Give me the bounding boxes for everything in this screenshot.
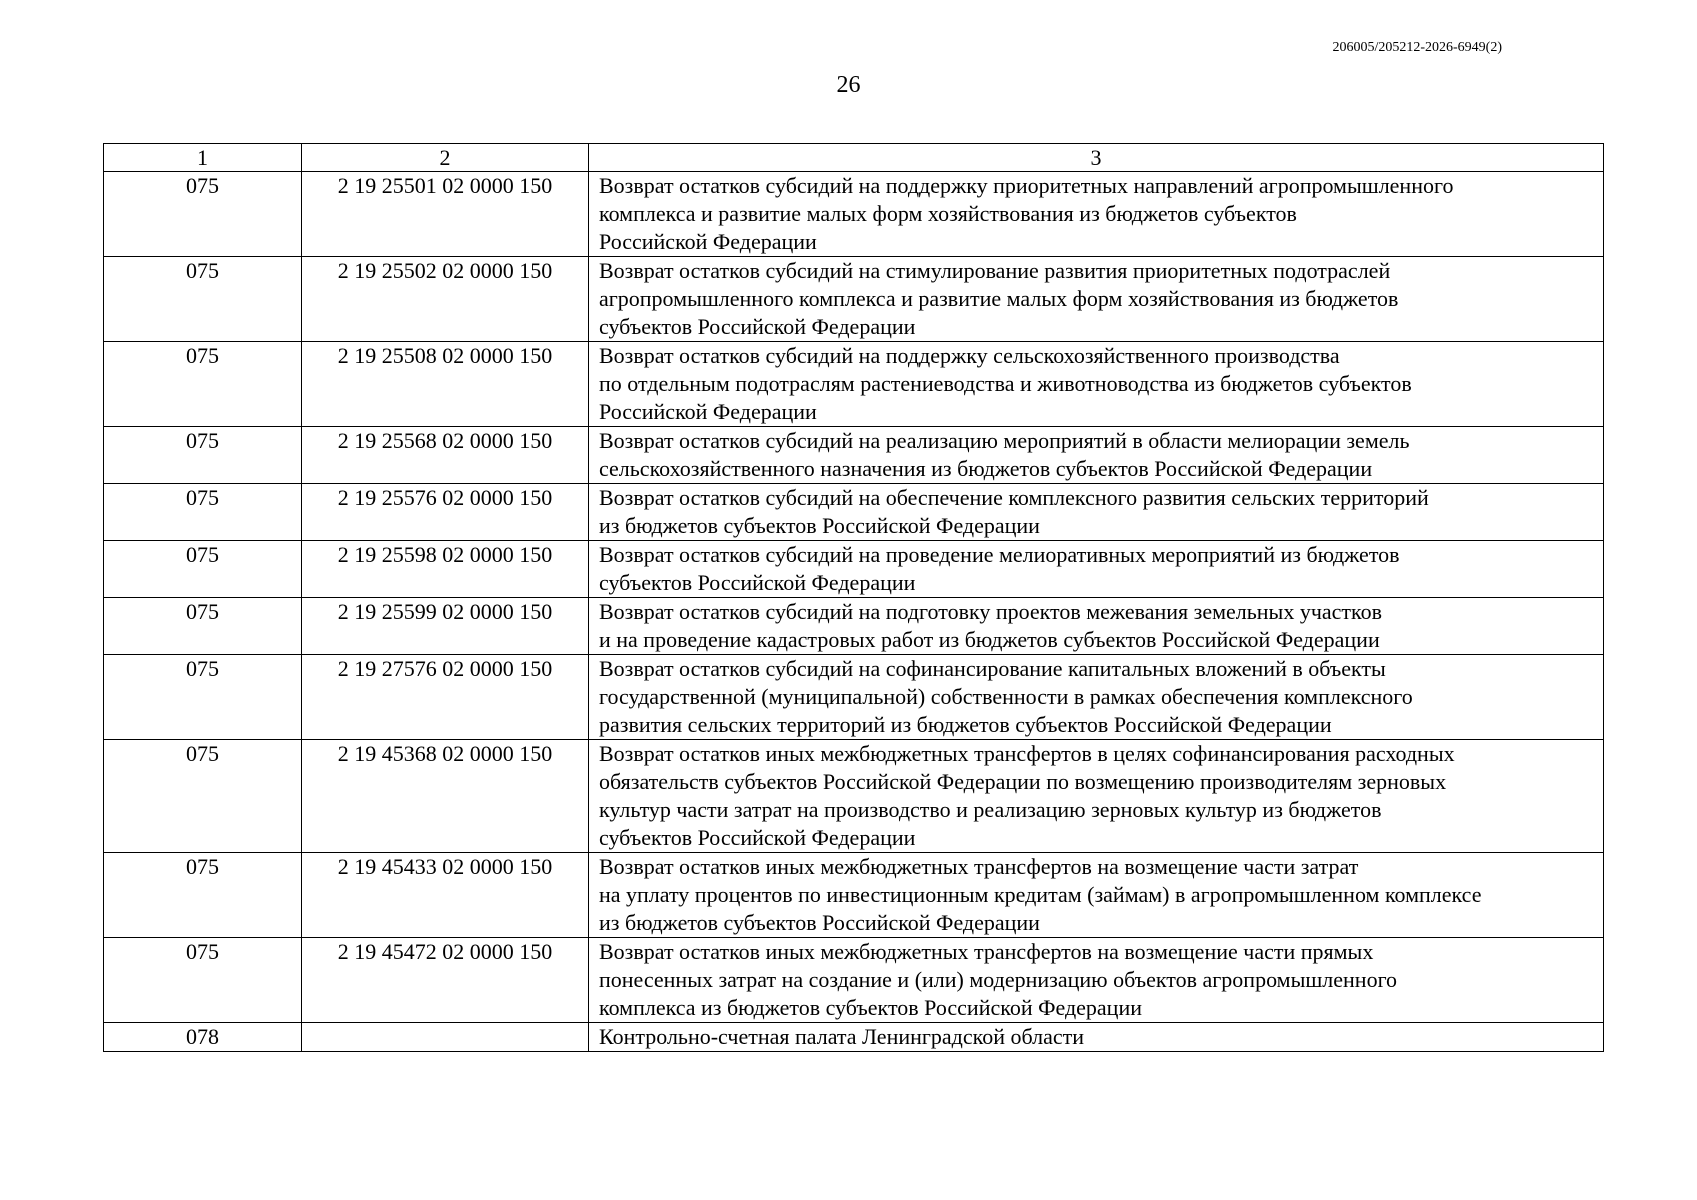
admin-code-cell: 075 [104, 427, 302, 484]
table-row [104, 853, 1604, 938]
table-row [104, 541, 1604, 598]
description-line: комплекса и развитие малых форм хозяйствования из бюджетов субъектов [599, 201, 1297, 226]
admin-code-cell: 075 [104, 938, 302, 1023]
admin-code-cell: 075 [104, 853, 302, 938]
description-line: понесенных затрат на создание и (или) модернизацию объектов агропромышленного [599, 967, 1398, 992]
description-line: Контрольно-счетная палата Ленинградской области [599, 1024, 1085, 1049]
table-row [104, 740, 1604, 853]
description-line: агропромышленного комплекса и развитие малых форм хозяйствования из бюджетов [599, 286, 1399, 311]
description-line: из бюджетов субъектов Российской Федерации [599, 910, 1040, 935]
admin-code-cell: 078 [104, 1023, 302, 1052]
admin-code-cell: 075 [104, 172, 302, 257]
table-row [104, 598, 1604, 655]
budget-code-cell: 2 19 25501 02 0000 150 [302, 172, 589, 257]
budget-code-cell [302, 1023, 589, 1052]
description-cell [589, 1023, 1604, 1052]
description-line: по отдельным подотраслям растениеводства и животноводства из бюджетов субъектов [599, 371, 1412, 396]
budget-code-cell: 2 19 25599 02 0000 150 [302, 598, 589, 655]
description-cell [589, 172, 1604, 257]
description-line: Возврат остатков субсидий на поддержку приоритетных направлений агропромышленного [599, 173, 1454, 198]
description-line: культур части затрат на производство и реализацию зерновых культур из бюджетов [599, 797, 1382, 822]
description-cell [589, 740, 1604, 853]
description-line: развития сельских территорий из бюджетов субъектов Российской Федерации [599, 712, 1332, 737]
admin-code-cell: 075 [104, 484, 302, 541]
description-line: Возврат остатков субсидий на подготовку проектов межевания земельных участков [599, 599, 1383, 624]
budget-code-cell: 2 19 45472 02 0000 150 [302, 938, 589, 1023]
table-row [104, 484, 1604, 541]
table-row [104, 938, 1604, 1023]
table-row [104, 1023, 1604, 1052]
description-line: Возврат остатков иных межбюджетных трансфертов в целях софинансирования расходных [599, 741, 1455, 766]
description-line: Возврат остатков субсидий на проведение мелиоративных мероприятий из бюджетов [599, 542, 1400, 567]
description-line: на уплату процентов по инвестиционным кредитам (займам) в агропромышленном комплексе [599, 882, 1482, 907]
admin-code-cell: 075 [104, 655, 302, 740]
column-header-1: 1 [104, 144, 302, 172]
description-cell [589, 257, 1604, 342]
column-number-row [104, 144, 1604, 172]
description-cell [589, 655, 1604, 740]
table-row [104, 427, 1604, 484]
description-cell [589, 342, 1604, 427]
description-cell [589, 541, 1604, 598]
budget-code-cell: 2 19 27576 02 0000 150 [302, 655, 589, 740]
page-number: 26 [836, 72, 861, 98]
description-line: и на проведение кадастровых работ из бюджетов субъектов Российской Федерации [599, 627, 1380, 652]
table-row [104, 172, 1604, 257]
budget-code-cell: 2 19 25576 02 0000 150 [302, 484, 589, 541]
description-cell [589, 598, 1604, 655]
budget-code-cell: 2 19 25568 02 0000 150 [302, 427, 589, 484]
description-line: комплекса из бюджетов субъектов Российской Федерации [599, 995, 1142, 1020]
budget-codes-table [103, 143, 1604, 1052]
description-line: обязательств субъектов Российской Федерации по возмещению производителям зерновых [599, 769, 1447, 794]
budget-code-cell: 2 19 45368 02 0000 150 [302, 740, 589, 853]
table-row [104, 655, 1604, 740]
budget-code-cell: 2 19 45433 02 0000 150 [302, 853, 589, 938]
admin-code-cell: 075 [104, 598, 302, 655]
description-line: Возврат остатков иных межбюджетных трансфертов на возмещение части затрат [599, 854, 1359, 879]
column-header-2: 2 [302, 144, 589, 172]
description-cell [589, 427, 1604, 484]
description-line: Возврат остатков иных межбюджетных трансфертов на возмещение части прямых [599, 939, 1374, 964]
description-line: субъектов Российской Федерации [599, 314, 916, 339]
description-cell [589, 938, 1604, 1023]
description-line: из бюджетов субъектов Российской Федерации [599, 513, 1040, 538]
table-row [104, 342, 1604, 427]
admin-code-cell: 075 [104, 342, 302, 427]
admin-code-cell: 075 [104, 740, 302, 853]
description-cell [589, 853, 1604, 938]
description-line: Российской Федерации [599, 229, 817, 254]
budget-code-cell: 2 19 25508 02 0000 150 [302, 342, 589, 427]
column-header-3: 3 [589, 144, 1604, 172]
description-line: сельскохозяйственного назначения из бюджетов субъектов Российской Федерации [599, 456, 1373, 481]
description-line: Возврат остатков субсидий на обеспечение комплексного развития сельских территорий [599, 485, 1429, 510]
description-line: Возврат остатков субсидий на реализацию мероприятий в области мелиорации земель [599, 428, 1410, 453]
description-cell [589, 484, 1604, 541]
description-line: Возврат остатков субсидий на софинансирование капитальных вложений в объекты [599, 656, 1386, 681]
table-row [104, 257, 1604, 342]
budget-code-cell: 2 19 25502 02 0000 150 [302, 257, 589, 342]
admin-code-cell: 075 [104, 541, 302, 598]
description-line: Возврат остатков субсидий на поддержку сельскохозяйственного производства [599, 343, 1340, 368]
description-line: Возврат остатков субсидий на стимулирование развития приоритетных подотраслей [599, 258, 1391, 283]
description-line: субъектов Российской Федерации [599, 570, 916, 595]
admin-code-cell: 075 [104, 257, 302, 342]
document-id: 206005/205212-2026-6949(2) [1332, 40, 1502, 55]
description-line: государственной (муниципальной) собственности в рамках обеспечения комплексного [599, 684, 1413, 709]
description-line: Российской Федерации [599, 399, 817, 424]
budget-code-cell: 2 19 25598 02 0000 150 [302, 541, 589, 598]
description-line: субъектов Российской Федерации [599, 825, 916, 850]
table-body [104, 144, 1604, 1052]
